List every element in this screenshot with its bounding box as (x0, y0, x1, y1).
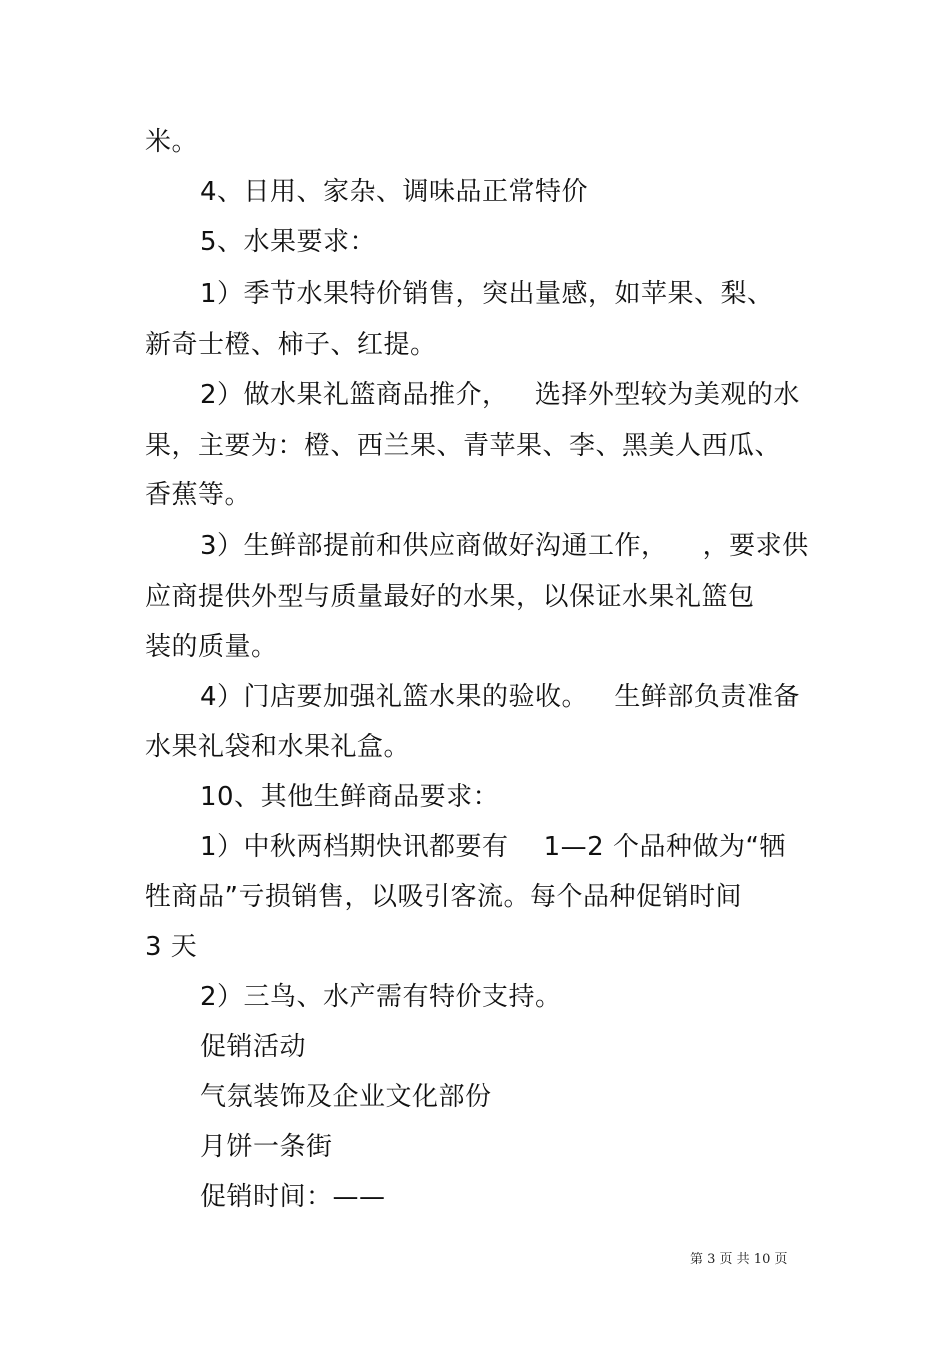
text-line: 装的质量。 (145, 632, 278, 662)
text-line: 水果礼袋和水果礼盒。 (145, 732, 411, 762)
text-line: 应商提供外型与质量最好的水果，以保证水果礼篮包 (145, 582, 755, 612)
text-line: 香蕉等。 (145, 480, 252, 510)
text-line: 3）生鲜部提前和供应商做好沟通工作， ，要求供 (200, 531, 809, 561)
page-number-footer: 第 3 页 共 10 页 (690, 1252, 788, 1267)
text-line: 牲商品”亏损销售，以吸引客流。每个品种促销时间 (145, 882, 742, 912)
text-line: 米。 (145, 127, 199, 157)
text-line: 新奇士橙、柿子、红提。 (145, 330, 437, 360)
text-line: 1）季节水果特价销售，突出量感，如苹果、梨、 (200, 279, 774, 309)
text-line: 5、水果要求： (200, 227, 377, 257)
text-line: 2）三鸟、水产需有特价支持。 (200, 982, 562, 1012)
text-line: 1）中秋两档期快讯都要有 1—2 个品种做为“牺 (200, 832, 786, 862)
text-line: 促销时间：—— (200, 1182, 386, 1212)
text-line: 4）门店要加强礼篮水果的验收。 生鲜部负责准备 (200, 682, 800, 712)
text-line: 气氛装饰及企业文化部份 (200, 1082, 492, 1112)
text-line: 3 天 (145, 932, 198, 962)
text-line: 4、日用、家杂、调味品正常特价 (200, 177, 589, 207)
text-line: 果，主要为：橙、西兰果、青苹果、李、黑美人西瓜、 (145, 431, 782, 461)
text-line: 促销活动 (200, 1032, 307, 1062)
text-line: 月饼一条街 (200, 1132, 333, 1162)
text-line: 10、其他生鲜商品要求： (200, 782, 500, 812)
text-line: 2）做水果礼篮商品推介， 选择外型较为美观的水 (200, 380, 800, 410)
